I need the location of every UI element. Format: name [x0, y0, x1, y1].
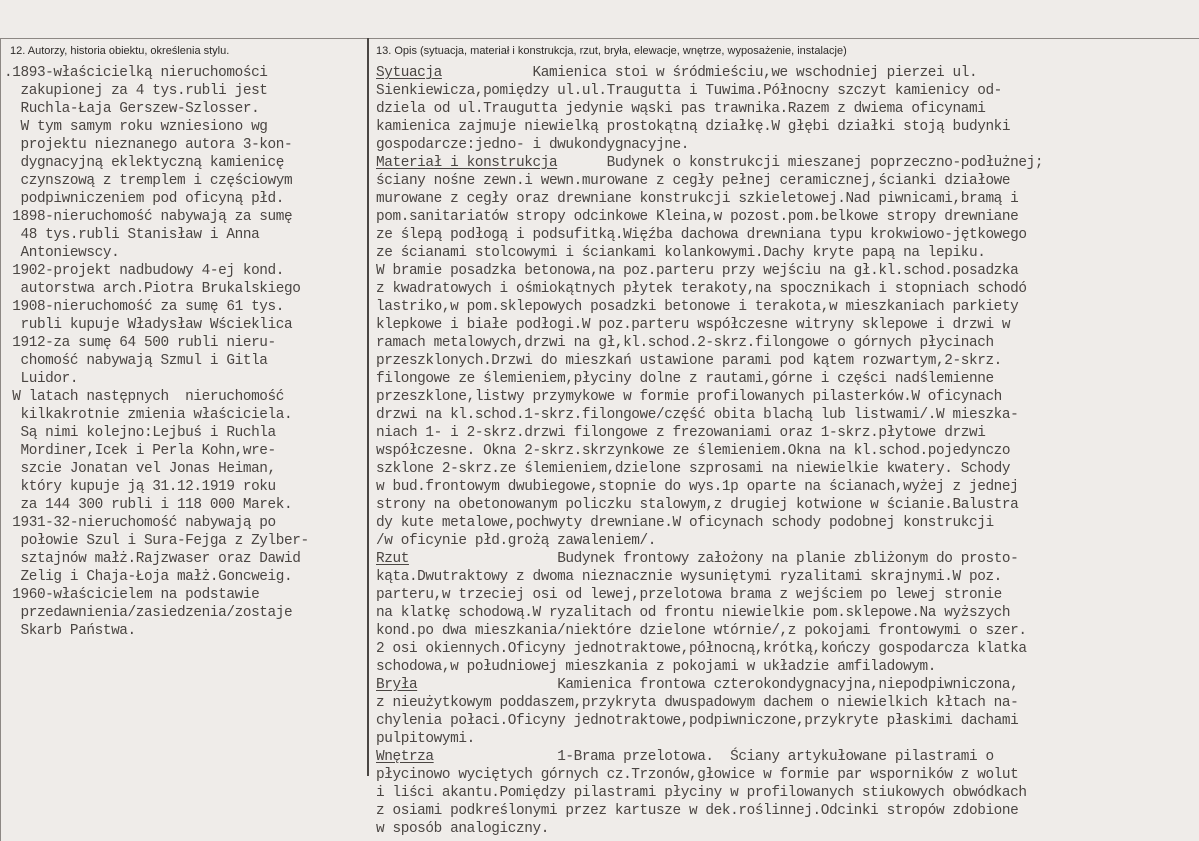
description-line	[376, 658, 1199, 676]
description-line	[376, 478, 1199, 496]
description-line	[376, 118, 1199, 136]
description-line	[376, 316, 1199, 334]
description-line-text: płycinowo wyciętych górnych cz.Trzonów,głowice w formie par wsporników z wolut	[376, 767, 1019, 783]
description-line	[376, 172, 1199, 190]
history-line: 48 tys.rubli Stanisław i Anna	[4, 227, 260, 243]
description-line	[376, 622, 1199, 640]
description-line-text: 2 osi okiennych.Oficyny jednotraktowe,północną,krótką,kończy gospodarcza klatka	[376, 641, 1027, 657]
description-line	[376, 352, 1199, 370]
history-line: połowie Szul i Sura-Fejga z Zylber-	[4, 533, 309, 549]
description-line	[376, 424, 1199, 442]
description-line	[376, 604, 1199, 622]
description-line-text: w bud.frontowym dwubiegowe,stopnie do wys.1p oparte na ścianach,wyżej z jednej	[376, 479, 1019, 495]
description-line	[376, 730, 1199, 748]
subsection-heading: Sytuacja	[376, 65, 442, 81]
description-line	[376, 388, 1199, 406]
description-line-text: Budynek o konstrukcji mieszanej poprzeczno-podłużnej;	[557, 155, 1044, 171]
description-line-text: klepkowe i białe podłogi.W poz.parteru współczesne witryny sklepowe i drzwi w	[376, 317, 1011, 333]
description-line-text: 1-Brama przelotowa. Ściany artykułowane pilastrami o	[433, 749, 994, 765]
description-line	[376, 460, 1199, 478]
history-line: szcie Jonatan vel Jonas Heiman,	[4, 461, 276, 477]
history-line: rubli kupuje Władysław Wścieklica	[4, 317, 293, 333]
history-line: sztajnów małż.Rajzwaser oraz Dawid	[4, 551, 301, 567]
subsection-heading: Wnętrza	[376, 749, 434, 765]
history-line: kilkakrotnie zmienia właściciela.	[4, 407, 293, 423]
history-line: chomość nabywają Szmul i Gitla	[4, 353, 268, 369]
description-line	[376, 208, 1199, 226]
description-line	[376, 496, 1199, 514]
description-line	[376, 82, 1199, 100]
description-line-text: z kwadratowych i ośmiokątnych płytek terakoty,na spocznikach i stopniach schodó	[376, 281, 1027, 297]
description-line-text: przeszklonych.Drzwi do mieszkań ustawione parami pod kątem rozwartym,2-skrz.	[376, 353, 1002, 369]
history-line: przedawnienia/zasiedzenia/zostaje	[4, 605, 293, 621]
description-line-text: ze ścianami stolcowymi i ściankami kolankowymi.Dachy kryte papą na lepiku.	[376, 245, 986, 261]
description-line-text: ściany nośne zewn.i wewn.murowane z cegły pełnej ceramicznej,ścianki działowe	[376, 173, 1011, 189]
description-line	[376, 550, 1199, 568]
description-line-text: szklone 2-skrz.ze ślemieniem,dzielone szprosami na niewielkie kwatery. Schody	[376, 461, 1011, 477]
history-line: W latach następnych nieruchomość	[4, 389, 285, 405]
history-line: Zelig i Chaja-Łoja małż.Goncweig.	[4, 569, 293, 585]
section-13-heading: 13. Opis (sytuacja, materiał i konstrukcja, rzut, bryła, elewacje, wnętrze, wyposażenie, instalacje)	[376, 45, 847, 57]
history-line: 1960-właścicielem na podstawie	[4, 587, 260, 603]
description-line	[376, 136, 1199, 154]
history-line: dygnacyjną eklektyczną kamienicę	[4, 155, 285, 171]
description-line	[376, 712, 1199, 730]
description-line-text: ramach metalowych,drzwi na gł,kl.schod.2-skrz.filongowe o górnych płycinach	[376, 335, 994, 351]
description-line	[376, 244, 1199, 262]
history-line: projektu nieznanego autora 3-kon-	[4, 137, 293, 153]
description-line	[376, 514, 1199, 532]
subsection-heading: Rzut	[376, 551, 409, 567]
history-line: 1902-projekt nadbudowy 4-ej kond.	[4, 263, 285, 279]
description-line	[376, 226, 1199, 244]
history-line: Skarb Państwa.	[4, 623, 136, 639]
history-line: czynszową z tremplem i częściowym	[4, 173, 293, 189]
description-line-text: ze ślepą podłogą i podsufitką.Więźba dachowa drewniana typu krokwiowo-jętkowego	[376, 227, 1027, 243]
history-line: autorstwa arch.Piotra Brukalskiego	[4, 281, 301, 297]
history-line: Antoniewscy.	[4, 245, 120, 261]
description-line-text: drzwi na kl.schod.1-skrz.filongowe/część obita blachą lub listwami/.W mieszka-	[376, 407, 1019, 423]
history-line: Ruchla-Łaja Gerszew-Szlosser.	[4, 101, 260, 117]
description-line	[376, 568, 1199, 586]
history-line: który kupuje ją 31.12.1919 roku	[4, 479, 276, 495]
description-line-text: murowane z cegły oraz drewniane konstrukcji szkieletowej.Nad piwnicami,bramą i	[376, 191, 1019, 207]
description-line-text: Kamienica frontowa czterokondygnacyjna,niepodpiwniczona,	[417, 677, 1019, 693]
description-line-text: pulpitowymi.	[376, 731, 475, 747]
description-line	[376, 586, 1199, 604]
description-line-text: chylenia połaci.Oficyny jednotraktowe,podpiwniczone,przykryte płaskimi dachami	[376, 713, 1019, 729]
description-line	[376, 262, 1199, 280]
section-12-heading: 12. Autorzy, historia obiektu, określenia stylu.	[10, 45, 230, 57]
description-line-text: kamienica zajmuje niewielką prostokątną działkę.W głębi działki stoją budynki	[376, 119, 1011, 135]
left-rule	[0, 38, 1, 841]
description-line-text: strony na obetonowanym policzku stalowym,z drugiej kotwione w ścianie.Balustra	[376, 497, 1019, 513]
blank-margin	[0, 800, 1199, 841]
description-line-text: dy kute metalowe,pochwyty drewniane.W oficynach schody podobnej konstrukcji	[376, 515, 994, 531]
history-line: 1912-za sumę 64 500 rubli nieru-	[4, 335, 276, 351]
description-line	[376, 406, 1199, 424]
description-text	[376, 64, 1199, 838]
description-line	[376, 694, 1199, 712]
description-line	[376, 100, 1199, 118]
description-line-text: na klatkę schodową.W ryzalitach od frontu niewielkie pom.sklepowe.Na wyższych	[376, 605, 1011, 621]
description-line	[376, 280, 1199, 298]
description-line-text: /w oficynie płd.grożą zawaleniem/.	[376, 533, 657, 549]
history-line: Są nimi kolejno:Lejbuś i Ruchla	[4, 425, 276, 441]
history-line: za 144 300 rubli i 118 000 Marek.	[4, 497, 293, 513]
description-line-text: lastriko,w pom.sklepowych posadzki betonowe i terakota,w mieszkaniach parkiety	[376, 299, 1019, 315]
description-line	[376, 298, 1199, 316]
description-line	[376, 154, 1199, 172]
history-line: 1908-nieruchomość za sumę 61 tys.	[4, 299, 285, 315]
description-line	[376, 532, 1199, 550]
description-line-text: niach 1- i 2-skrz.drzwi filongowe z frezowaniami oraz 1-skrz.płytowe drzwi	[376, 425, 986, 441]
description-line	[376, 370, 1199, 388]
description-line-text: przeszklone,listwy przymykowe w formie profilowanych pilasterków.W oficynach	[376, 389, 1002, 405]
description-line-text: i liści akantu.Pomiędzy pilastrami płyciny w profilowanych stiukowych obwódkach	[376, 785, 1027, 801]
description-line	[376, 442, 1199, 460]
history-line: zakupionej za 4 tys.rubli jest	[4, 83, 268, 99]
description-line-text: Budynek frontowy założony na planie zbliżonym do prosto-	[408, 551, 1019, 567]
top-rule	[0, 38, 1199, 39]
description-line-text: schodowa,w południowej mieszkania z pokojami w układzie amfiladowym.	[376, 659, 937, 675]
subsection-heading: Materiał i konstrukcja	[376, 155, 558, 171]
column-divider	[367, 38, 369, 776]
history-text	[4, 64, 366, 640]
description-line	[376, 190, 1199, 208]
description-line-text: Sienkiewicza,pomiędzy ul.ul.Traugutta i Tuwima.Północny szczyt kamienicy od-	[376, 83, 1002, 99]
description-line-text: kąta.Dwutraktowy z dwoma nieznacznie wysuniętymi ryzalitami skrajnymi.W poz.	[376, 569, 1002, 585]
description-line	[376, 748, 1199, 766]
description-line-text: dziela od ul.Traugutta jedynie wąski pas trawnika.Razem z dwiema oficynami	[376, 101, 986, 117]
description-line-text: W bramie posadzka betonowa,na poz.parteru przy wejściu na gł.kl.schod.posadzka	[376, 263, 1019, 279]
subsection-heading: Bryła	[376, 677, 418, 693]
history-line: 1898-nieruchomość nabywają za sumę	[4, 209, 293, 225]
description-line-text: z osiami podkreślonymi przez kartusze w dek.roślinnej.Odcinki stropów zdobione	[376, 803, 1019, 819]
description-line	[376, 334, 1199, 352]
history-line: podpiwniczeniem pod oficyną płd.	[4, 191, 285, 207]
history-line: 1931-32-nieruchomość nabywają po	[4, 515, 276, 531]
description-line-text: współczesne. Okna 2-skrz.skrzynkowe ze ślemieniem.Okna na kl.schod.pojedynczo	[376, 443, 1011, 459]
history-line: W tym samym roku wzniesiono wg	[4, 119, 268, 135]
history-line: Mordiner,Icek i Perla Kohn,wre-	[4, 443, 276, 459]
description-line-text: parteru,w trzeciej osi od lewej,przelotowa brama z wejściem po lewej stronie	[376, 587, 1002, 603]
description-line-text: pom.sanitariatów stropy odcinkowe Kleina,w pozost.pom.belkowe stropy drewniane	[376, 209, 1019, 225]
description-line-text: z nieużytkowym poddaszem,przykryta dwuspadowym dachem o niewielkich kłtach na-	[376, 695, 1019, 711]
description-line	[376, 676, 1199, 694]
description-line-text: kond.po dwa mieszkania/niektóre dzielone wtórnie/,z pokojami frontowymi o szer.	[376, 623, 1027, 639]
description-line-text: gospodarcze:jedno- i dwukondygnacyjne.	[376, 137, 689, 153]
history-line: Luidor.	[4, 371, 79, 387]
description-line	[376, 64, 1199, 82]
description-line-text: filongowe ze ślemieniem,płyciny dolne z rautami,górne i części nadślemienne	[376, 371, 994, 387]
history-line: .1893-właścicielką nieruchomości	[4, 65, 268, 81]
description-line	[376, 766, 1199, 784]
description-line	[376, 640, 1199, 658]
description-line-text: Kamienica stoi w śródmieściu,we wschodniej pierzei ul.	[441, 65, 978, 81]
description-line-text: w sposób analogiczny.	[376, 821, 549, 837]
